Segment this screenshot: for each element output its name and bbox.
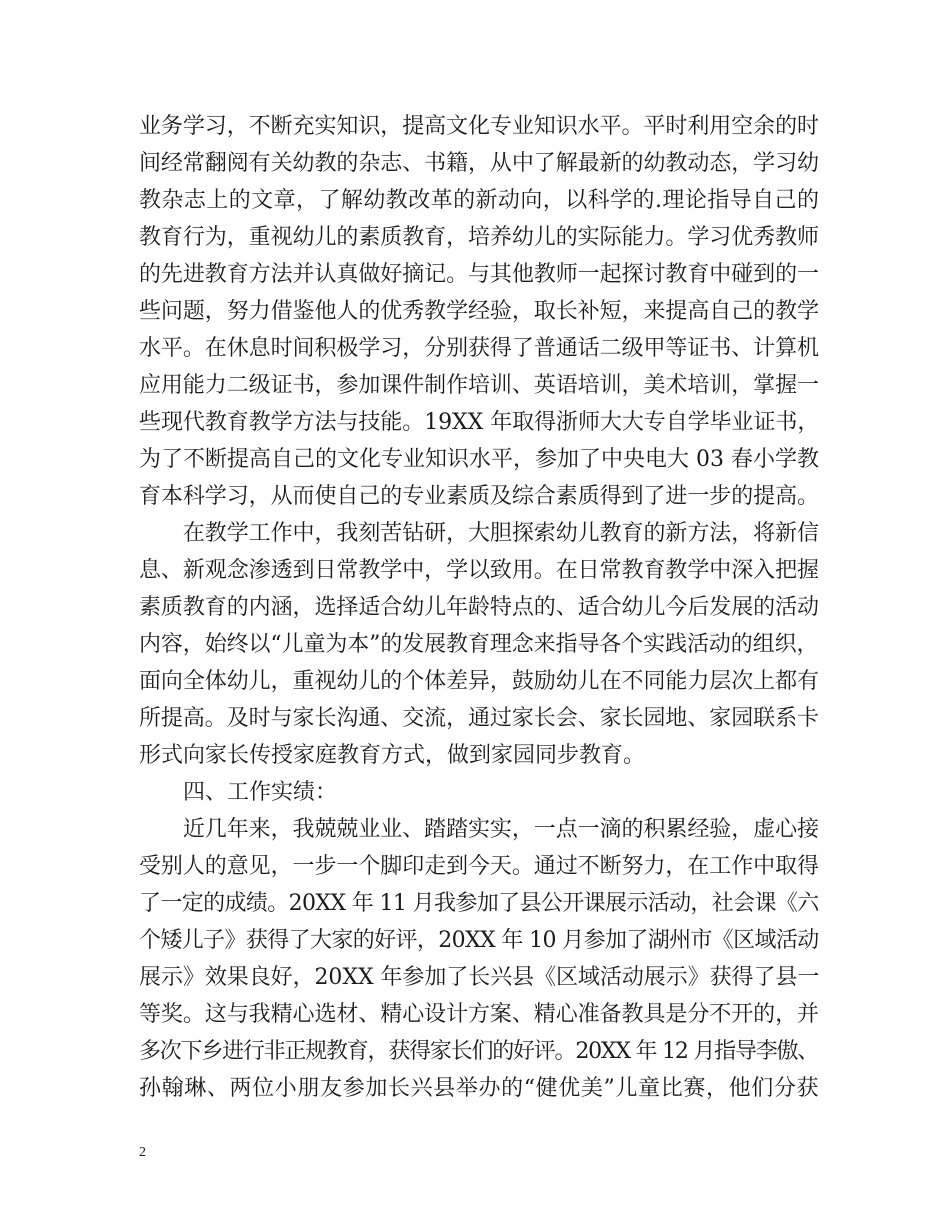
text-line: 所提高。及时与家长沟通、交流，通过家长会、家长园地、家园联系卡 (139, 706, 819, 731)
text-line: 教杂志上的文章，了解幼教改革的新动向，以科学的.理论指导自己的 (139, 188, 819, 213)
text-line: 展示》效果良好，20XX 年参加了长兴县《区域活动展示》获得了县一 (139, 965, 819, 990)
text-line: 素质教育的内涵，选择适合幼儿年龄特点的、适合幼儿今后发展的活动 (139, 595, 819, 620)
text-line: 面向全体幼儿，重视幼儿的个体差异，鼓励幼儿在不同能力层次上都有 (139, 669, 819, 694)
text-line: 些问题，努力借鉴他人的优秀教学经验，取长补短，来提高自己的教学 (139, 299, 819, 324)
text-line: 四、工作实绩： (139, 780, 338, 805)
text-line: 受别人的意见，一步一个脚印走到今天。通过不断努力，在工作中取得 (139, 854, 819, 879)
text-line: 间经常翻阅有关幼教的杂志、书籍，从中了解最新的幼教动态，学习幼 (139, 151, 819, 176)
text-line: 在教学工作中，我刻苦钻研，大胆探索幼儿教育的新方法，将新信 (139, 521, 819, 546)
text-line: 育本科学习，从而使自己的专业素质及综合素质得到了进一步的提高。 (139, 484, 819, 509)
text-line: 的先进教育方法并认真做好摘记。与其他教师一起探讨教育中碰到的一 (139, 262, 819, 287)
text-line: 为了不断提高自己的文化专业知识水平，参加了中央电大 03 春小学教 (139, 447, 819, 472)
text-line: 业务学习，不断充实知识，提高文化专业知识水平。平时利用空余的时 (139, 114, 819, 139)
text-line: 形式向家长传授家庭教育方式，做到家园同步教育。 (139, 743, 646, 768)
text-line: 孙翰琳、两位小朋友参加长兴县举办的“健优美”儿童比赛，他们分获 (139, 1076, 819, 1101)
text-line: 息、新观念渗透到日常教学中，学以致用。在日常教育教学中深入把握 (139, 558, 819, 583)
text-line: 个矮儿子》获得了大家的好评，20XX 年 10 月参加了湖州市《区域活动 (139, 928, 819, 953)
text-line: 等奖。这与我精心选材、精心设计方案、精心准备教具是分不开的，并 (139, 1002, 819, 1027)
page-number: 2 (139, 1145, 146, 1160)
text-line: 多次下乡进行非正规教育，获得家长们的好评。20XX 年 12 月指导李傲、 (139, 1039, 819, 1064)
text-line: 水平。在休息时间积极学习，分别获得了普通话二级甲等证书、计算机 (139, 336, 819, 361)
text-line: 内容，始终以“儿童为本”的发展教育理念来指导各个实践活动的组织， (139, 632, 819, 657)
text-line: 应用能力二级证书，参加课件制作培训、英语培训，美术培训，掌握一 (139, 373, 819, 398)
document-body (139, 108, 819, 1107)
text-line: 近几年来，我兢兢业业、踏踏实实，一点一滴的积累经验，虚心接 (139, 817, 819, 842)
text-line: 教育行为，重视幼儿的素质教育，培养幼儿的实际能力。学习优秀教师 (139, 225, 819, 250)
text-line: 了一定的成绩。20XX 年 11 月我参加了县公开课展示活动，社会课《六 (139, 891, 819, 916)
text-line: 些现代教育教学方法与技能。19XX 年取得浙师大大专自学毕业证书， (139, 410, 819, 435)
